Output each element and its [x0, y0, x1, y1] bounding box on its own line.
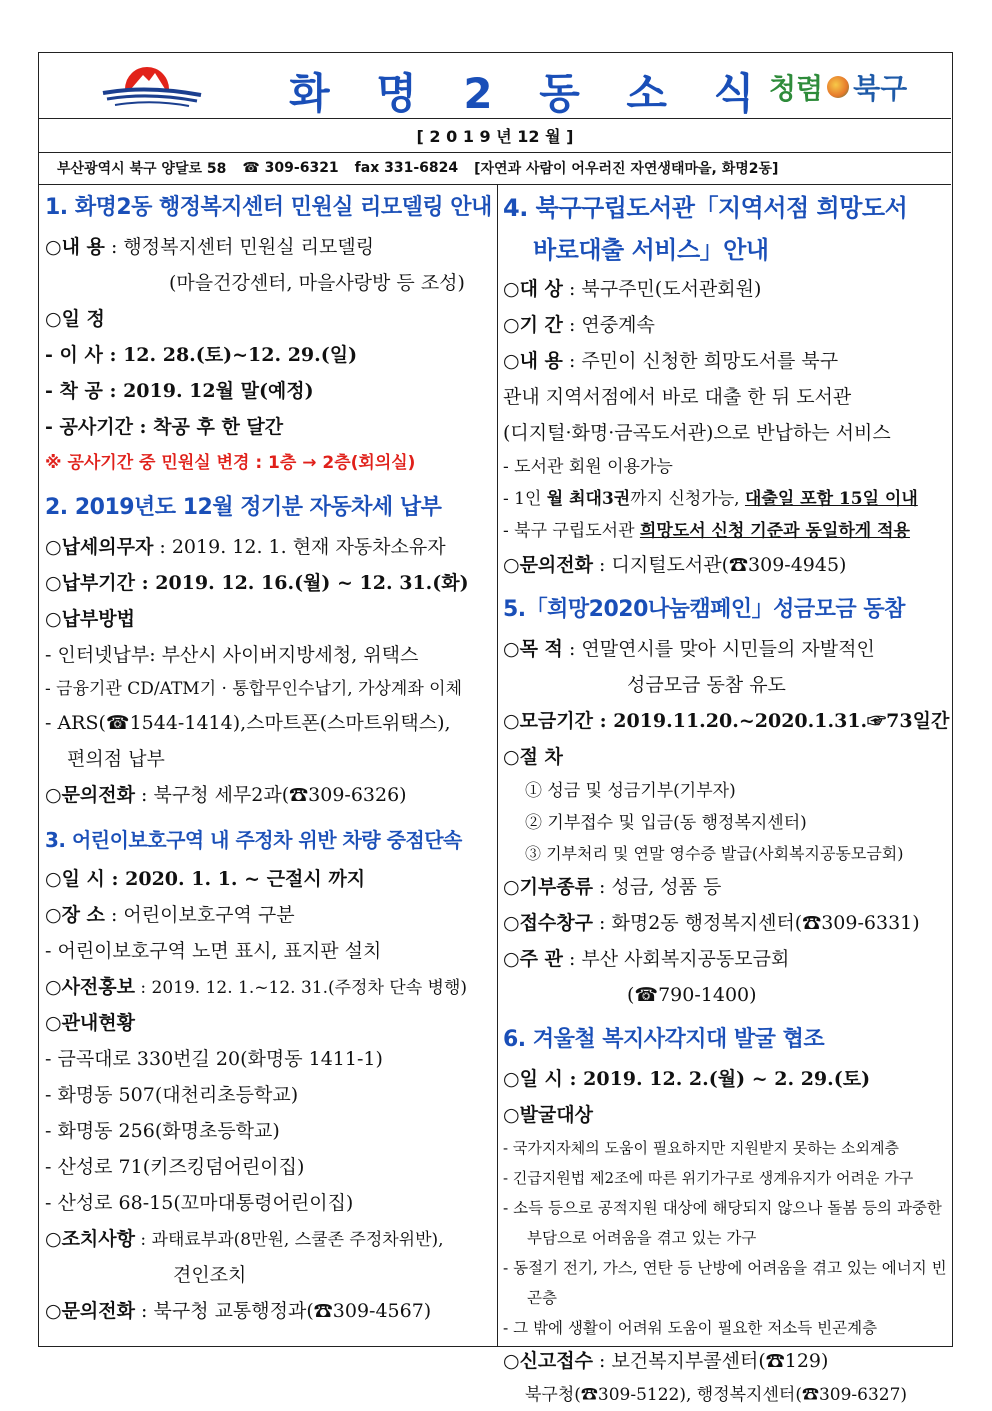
s2-method-3: - ARS(☎1544-1414),스마트폰(스마트위택스), — [45, 712, 451, 734]
s3-action: ○조치사항 : 과태료부과(8만원, 스쿨존 주정차위반), — [45, 1228, 444, 1250]
s3-where: ○장 소 : 어린이보호구역 구분 — [45, 904, 295, 926]
s1-content: ○내 용 : 행정복지센터 민원실 리모델링 — [45, 236, 375, 258]
section-4-heading: 4. 북구구립도서관「지역서점 희망도서 — [503, 194, 908, 222]
s5-proc-1: ① 성금 및 성금기부(기부자) — [525, 781, 736, 801]
phone: ☎ 309-6321 — [242, 160, 339, 176]
s2-method-1: - 인터넷납부: 부산시 사이버지방세청, 위택스 — [45, 644, 419, 666]
s6-target-5: - 그 밖에 생활이 어려워 도움이 필요한 저소득 빈곤계층 — [503, 1319, 878, 1337]
logo-word-clean: 청렴 — [769, 72, 824, 105]
section-6-heading: 6. 겨울철 복지사각지대 발굴 협조 — [503, 1027, 825, 1052]
s5-host-cont: (☎790-1400) — [627, 984, 757, 1006]
s2-method-4: 편의점 납부 — [67, 748, 165, 770]
s3-contact: ○문의전화 : 북구청 교통행정과(☎309-4567) — [45, 1300, 432, 1322]
s2-method-label: ○납부방법 — [45, 608, 135, 630]
s1-move: - 이 사 : 12. 28.(토)~12. 29.(일) — [45, 344, 358, 366]
section-2-heading: 2. 2019년도 12월 정기분 자동차세 납부 — [45, 495, 442, 520]
address: 부산광역시 북구 양달로 58 — [57, 161, 227, 177]
s1-start: - 착 공 : 2019. 12월 말(예정) — [45, 380, 314, 402]
s4-target: ○대 상 : 북구주민(도서관회원) — [503, 278, 762, 300]
column-divider — [497, 185, 498, 1347]
s4-rule-1: - 도서관 회원 이용가능 — [503, 457, 673, 477]
s3-status-2: - 화명동 507(대천리초등학교) — [45, 1084, 299, 1106]
s4-rule-2: - 1인 월 최대3권까지 신청가능, 대출일 포함 15일 이내 — [503, 489, 918, 509]
s3-status-5: - 산성로 68-15(꼬마대통령어린이집) — [45, 1192, 354, 1214]
s5-purpose-cont: 성금모금 동참 유도 — [627, 674, 786, 696]
s6-target-2: - 긴급지원법 제2조에 따른 위기가구로 생계유지가 어려운 가구 — [503, 1169, 914, 1187]
newsletter-sheet — [38, 52, 953, 1405]
s6-target-3: - 소득 등으로 공적지원 대상에 해당되지 않으나 돌봄 등의 과중한 부담으로 어려움을 겪고 있는 가구 — [503, 1199, 942, 1247]
slogan: [자연과 사람이 어우러진 자연생태마을, 화명2동] — [474, 161, 779, 177]
s3-status-label: ○관내현황 — [45, 1012, 135, 1034]
s6-when: ○일 시 : 2019. 12. 2.(월) ~ 2. 29.(토) — [503, 1068, 871, 1090]
s5-proc-3: ③ 기부처리 및 연말 영수증 발급(사회복지공동모금회) — [525, 844, 904, 863]
s1-content-cont: (마을건강센터, 마을사랑방 등 조성) — [169, 272, 465, 294]
s3-status-4: - 산성로 71(키즈킹덤어린이집) — [45, 1156, 305, 1178]
s5-kind: ○기부종류 : 성금, 성품 등 — [503, 876, 722, 898]
s6-target-1: - 국가지자체의 도움이 필요하지만 지원받지 못하는 소외계층 — [503, 1139, 899, 1157]
s1-note: ※ 공사기간 중 민원실 변경 : 1층 → 2층(회의실) — [45, 453, 416, 473]
s1-schedule-label: ○일 정 — [45, 308, 105, 330]
s2-method-2: - 금융기관 CD/ATM기 · 통합무인수납기, 가상계좌 이체 — [45, 679, 463, 699]
s3-status-1: - 금곡대로 330번길 20(화명동 1411-1) — [45, 1048, 383, 1070]
s4-content-3: (디지털·화명·금곡도서관)으로 반납하는 서비스 — [503, 422, 891, 444]
s3-when: ○일 시 : 2020. 1. 1. ~ 근절시 까지 — [45, 868, 366, 890]
s4-content-2: 관내 지역서점에서 바로 대출 한 뒤 도서관 — [503, 386, 852, 408]
s6-report: ○신고접수 : 보건복지부콜센터(☎129) — [503, 1350, 829, 1372]
s6-target-label: ○발굴대상 — [503, 1104, 593, 1126]
logo-sun-icon — [827, 76, 849, 98]
s3-promo: ○사전홍보 : 2019. 12. 1.~12. 31.(주정차 단속 병행) — [45, 976, 468, 998]
s3-where-sub: - 어린이보호구역 노면 표시, 표지판 설치 — [45, 940, 382, 962]
s3-action-cont: 견인조치 — [173, 1264, 247, 1286]
s2-term: ○납부기간 : 2019. 12. 16.(월) ~ 12. 31.(화) — [45, 572, 469, 594]
s4-period: ○기 간 : 연중계속 — [503, 314, 655, 336]
buk-gu-emblem-icon — [97, 59, 207, 115]
address-row — [39, 152, 951, 185]
s5-proc-2: ② 기부접수 및 입금(동 행정복지센터) — [525, 813, 807, 833]
title-row — [39, 53, 951, 119]
s6-report-cont: 북구청(☎309-5122), 행정복지센터(☎309-6327) — [525, 1385, 908, 1405]
right-column — [503, 187, 948, 1411]
s5-term: ○모금기간 : 2019.11.20.~2020.1.31.☞73일간 — [503, 710, 950, 732]
s1-period: - 공사기간 : 착공 후 한 달간 — [45, 416, 284, 438]
left-column — [45, 187, 493, 1329]
s4-contact: ○문의전화 : 디지털도서관(☎309-4945) — [503, 554, 847, 576]
s4-content: ○내 용 : 주민이 신청한 희망도서를 북구 — [503, 350, 839, 372]
clean-buk-gu-logo — [769, 67, 907, 107]
s5-desk: ○접수창구 : 화명2동 행정복지센터(☎309-6331) — [503, 912, 920, 934]
s5-purpose: ○목 적 : 연말연시를 맞아 시민들의 자발적인 — [503, 638, 875, 660]
s2-contact: ○문의전화 : 북구청 세무2과(☎309-6326) — [45, 784, 407, 806]
logo-word-bukgu: 북구 — [853, 72, 908, 105]
s3-status-3: - 화명동 256(화명초등학교) — [45, 1120, 280, 1142]
s6-target-4: - 동절기 전기, 가스, 연탄 등 난방에 어려움을 겪고 있는 에너지 빈곤층 — [503, 1259, 947, 1307]
s5-host: ○주 관 : 부산 사회복지공동모금회 — [503, 948, 790, 970]
issue-date: [ 2 0 1 9 년 12 월 ] — [39, 118, 951, 153]
section-3-heading: 3. 어린이보호구역 내 주정차 위반 차량 중점단속 — [45, 828, 462, 852]
section-5-heading: 5.「희망2020나눔캠페인」성금모금 동참 — [503, 597, 905, 622]
page-title: 화 명 2 동 소 식 — [289, 69, 771, 118]
fax: fax 331-6824 — [354, 160, 459, 176]
s5-proc-label: ○절 차 — [503, 746, 563, 768]
s2-payer: ○납세의무자 : 2019. 12. 1. 현재 자동차소유자 — [45, 536, 446, 558]
section-4-heading-cont: 바로대출 서비스」안내 — [533, 236, 769, 264]
section-1-heading: 1. 화명2동 행정복지센터 민원실 리모델링 안내 — [45, 195, 492, 220]
s4-rule-3: - 북구 구립도서관 희망도서 신청 기준과 동일하게 적용 — [503, 521, 910, 541]
